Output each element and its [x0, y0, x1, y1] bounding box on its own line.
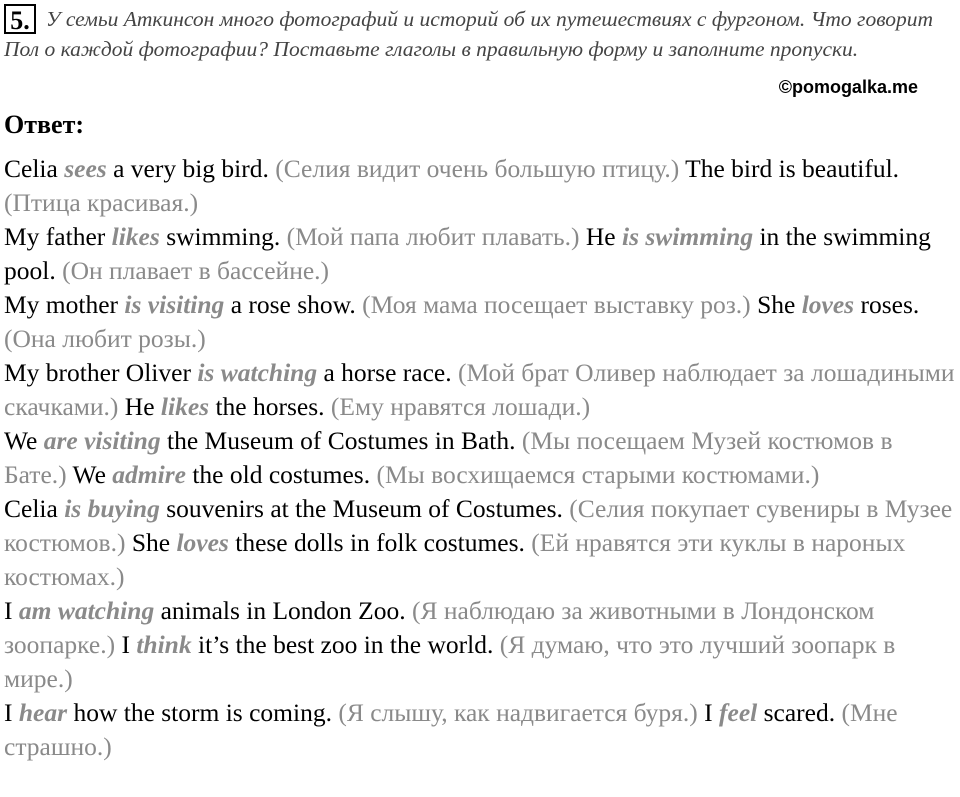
answer-paragraph: We are visiting the Museum of Costumes in Bath. (Мы посещаем Музей костюмов в Бате.) We admire the old costumes. (Мы восхищаемся старыми костюмами.)	[4, 426, 893, 489]
verb: admire	[112, 460, 186, 489]
translation: (Я слышу, как надвигается буря.)	[338, 698, 698, 727]
answer-label: Ответ:	[4, 110, 85, 139]
verb: is buying	[64, 494, 160, 523]
verb: am watching	[18, 596, 155, 625]
translation: (Ей нравятся эти куклы в нароных костюмах.)	[4, 528, 906, 591]
exercise-number: 5.	[4, 4, 36, 34]
watermark: ©pomogalka.me	[778, 77, 918, 97]
translation: (Селия покупает сувениры в Музее костюмов.)	[4, 494, 953, 557]
exercise-header	[4, 4, 954, 96]
answer-paragraph: Celia is buying souvenirs at the Museum of Costumes. (Селия покупает сувениры в Музее костюмов.) She loves these dolls in folk costumes. (Ей нравятся эти куклы в нароных костюмах.)	[4, 494, 953, 591]
translation: (Ему нравятся лошади.)	[330, 392, 591, 421]
verb: feel	[719, 698, 758, 727]
verb: is swimming	[622, 222, 754, 251]
translation: (Моя мама посещает выставку роз.)	[362, 290, 751, 319]
translation: (Мы посещаем Музей костюмов в Бате.)	[4, 426, 893, 489]
answer-paragraph: I hear how the storm is coming. (Я слышу, как надвигается буря.) I feel scared. (Мне страшно.)	[4, 698, 898, 761]
answer-paragraph: My mother is visiting a rose show. (Моя мама посещает выставку роз.) She loves roses. (Она любит розы.)	[4, 290, 920, 353]
verb: is visiting	[124, 290, 225, 319]
exercise-instruction	[4, 4, 954, 64]
translation: (Селия видит очень большую птицу.)	[275, 154, 680, 183]
answer-paragraph: I am watching animals in London Zoo. (Я наблюдаю за животными в Лондонском зоопарке.) I think it’s the best zoo in the world. (Я думаю, что это лучший зоопарк в мире.)	[4, 596, 896, 693]
translation: (Мы восхищаемся старыми костюмами.)	[376, 460, 820, 489]
answer-paragraph: My father likes swimming. (Мой папа любит плавать.) He is swimming in the swimming pool. (Он плавает в бассейне.)	[4, 222, 931, 285]
answer-paragraph: My brother Oliver is watching a horse race. (Мой брат Оливер наблюдает за лошадиными скачками.) He likes the horses. (Ему нравятся лошади.)	[4, 358, 955, 421]
verb: hear	[18, 698, 68, 727]
translation: (Мой папа любит плавать.)	[286, 222, 580, 251]
verb: likes	[160, 392, 210, 421]
translation: (Она любит розы.)	[4, 324, 206, 353]
verb: sees	[64, 154, 107, 183]
translation: (Мне страшно.)	[4, 698, 898, 761]
verb: likes	[111, 222, 160, 251]
translation: (Птица красивая.)	[4, 188, 199, 217]
verb: are visiting	[43, 426, 161, 455]
verb: is watching	[197, 358, 318, 387]
translation: (Он плавает в бассейне.)	[62, 256, 330, 285]
answer-body	[4, 152, 960, 764]
verb: think	[136, 630, 192, 659]
verb: loves	[801, 290, 855, 319]
translation: (Мой брат Оливер наблюдает за лошадиными скачками.)	[4, 358, 955, 421]
instruction-text: У семьи Аткинсон много фотографий и историй об их путешествиях с фургоном. Что говорит Пол о каждой фотографии? Поставьте глаголы в правильную форму и заполните пропуски.	[4, 7, 934, 61]
translation: (Я думаю, что это лучший зоопарк в мире.)	[4, 630, 896, 693]
answer-paragraph: Celia sees a very big bird. (Селия видит очень большую птицу.) The bird is beautiful. (Птица красивая.)	[4, 154, 900, 217]
verb: loves	[176, 528, 229, 557]
translation: (Я наблюдаю за животными в Лондонском зоопарке.)	[4, 596, 875, 659]
